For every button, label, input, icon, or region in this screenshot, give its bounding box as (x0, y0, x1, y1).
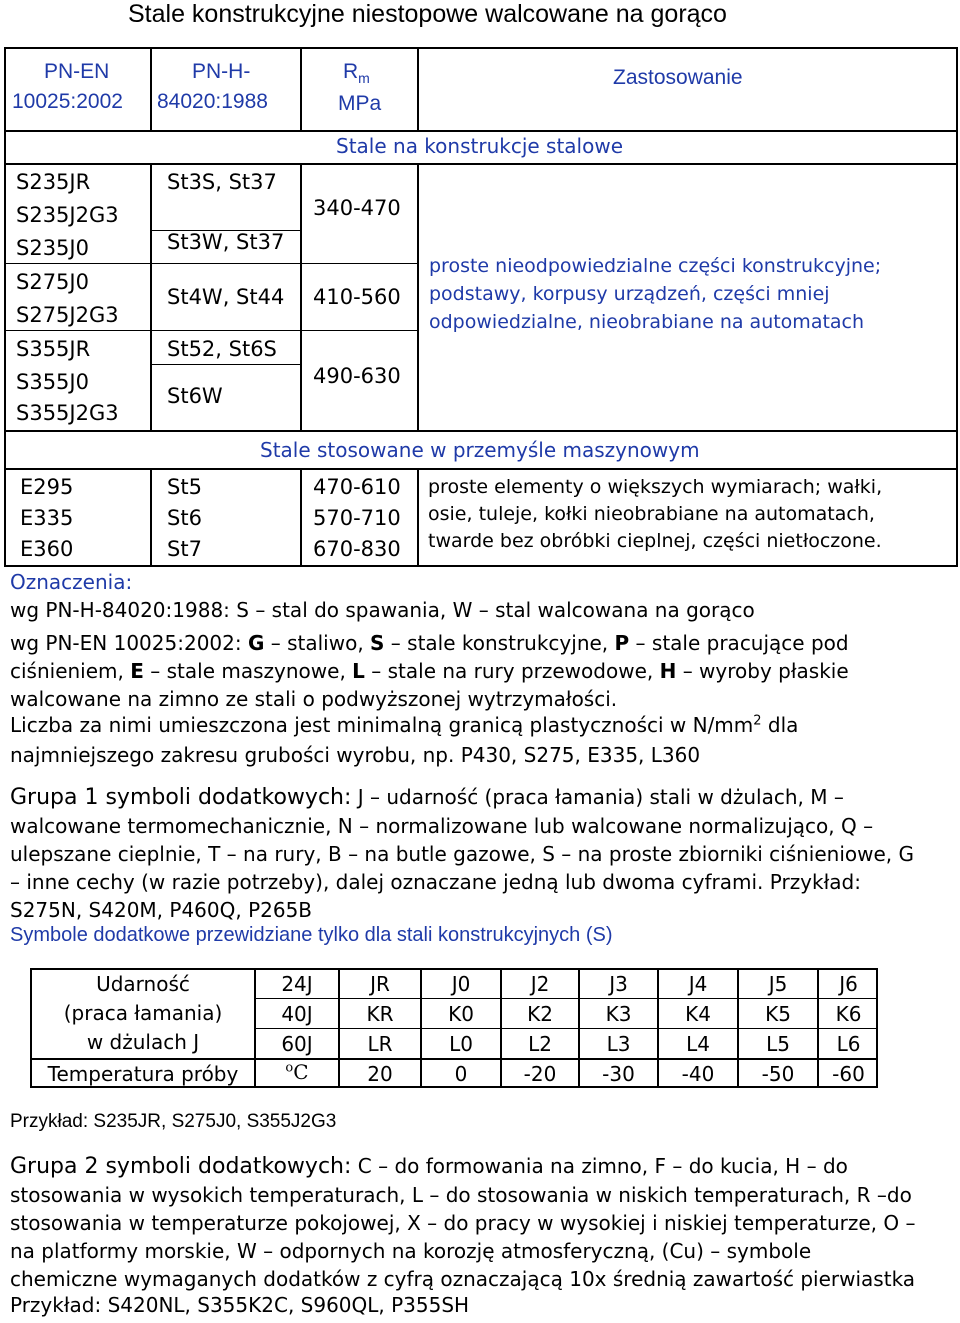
table-divider (4, 468, 958, 470)
rm-value: 410-560 (313, 285, 401, 309)
impact-code-cell: K4 (685, 1002, 711, 1026)
impact-code-cell: 24J (281, 972, 313, 996)
notes-heading: Oznaczenia: (10, 570, 133, 594)
grade-en: S355J2G3 (16, 401, 119, 425)
section1-title: Stale na konstrukcje stalowe (336, 134, 624, 158)
notes-line: walcowane na zimno ze stali o podwyższonej wytrzymałości. (10, 687, 618, 711)
table-bottom-border (4, 565, 958, 567)
impact-code-cell: L2 (528, 1032, 552, 1056)
grade-en: E335 (20, 506, 74, 530)
table-divider (4, 130, 958, 132)
impact-code-cell: K6 (835, 1002, 862, 1026)
table-divider (150, 468, 152, 566)
table-divider (300, 163, 302, 431)
grade-pnh: St3S, St37 (167, 170, 277, 194)
table-divider (4, 263, 418, 264)
impact-code-cell: LR (367, 1032, 393, 1056)
rm-value: 490-630 (313, 364, 401, 388)
impact-code-cell: L6 (836, 1032, 861, 1056)
grade-en: S235J2G3 (16, 203, 119, 227)
table-divider (417, 163, 419, 431)
use-text: odpowiedzialne, nieobrabiane na automatach (429, 311, 865, 333)
table-top-border (4, 47, 958, 49)
impact-code-cell: JR (370, 972, 390, 996)
rm-value: 670-830 (313, 537, 401, 561)
grade-en: E360 (20, 537, 74, 561)
temperature-unit: $^o$C (285, 1060, 309, 1084)
grade-pnh: St3W, St37 (167, 230, 285, 254)
page-title: Stale konstrukcyjne niestopowe walcowane na gorąco (128, 0, 727, 28)
header-pn-h-line1: PN-H- (192, 60, 251, 83)
group1-line: – inne cechy (w razie potrzeby), dalej oznaczane jedną lub dwoma cyframi. Przykład: (10, 870, 861, 894)
table-divider (256, 998, 878, 999)
table-divider (417, 47, 419, 131)
table-left-border (4, 47, 6, 567)
grade-en: E295 (20, 475, 74, 499)
impact-code-cell: 40J (281, 1002, 313, 1026)
table-divider (4, 430, 958, 432)
impact-code-cell: J3 (609, 972, 628, 996)
impact-code-cell: L4 (686, 1032, 710, 1056)
group2-line: stosowania w temperaturze pokojowej, X – do pracy w wysokiej i niskiej temperaturze, O – (10, 1211, 916, 1235)
table-divider (150, 163, 152, 431)
rm-value: 570-710 (313, 506, 401, 530)
temperature-value: -50 (761, 1062, 795, 1086)
use-text: proste elementy o większych wymiarach; wałki, (428, 476, 883, 498)
notes-line: wg PN-H-84020:1988: S – stal do spawania, W – stal walcowana na gorąco (10, 598, 755, 622)
impact-code-cell: K5 (765, 1002, 791, 1026)
header-pn-en-line1: PN-EN (44, 60, 110, 83)
grade-pnh: St6W (167, 384, 223, 408)
header-pn-h-line2: 84020:1988 (157, 90, 268, 113)
grade-en: S235JR (16, 170, 91, 194)
group1-note: Symbole dodatkowe przewidziane tylko dla stali konstrukcyjnych (S) (10, 924, 613, 946)
group1-line: Grupa 1 symboli dodatkowych: J – udarność (praca łamania) stali w dżulach, M – (10, 785, 844, 810)
example-line: Przykład: S235JR, S275J0, S355J2G3 (10, 1111, 337, 1132)
impact-code-cell: L5 (766, 1032, 790, 1056)
impact-code-cell: KR (366, 1002, 394, 1026)
group2-example: Przykład: S420NL, S355K2C, S960QL, P355SH (10, 1293, 470, 1317)
notes-line: ciśnieniem, E – stale maszynowe, L – stale na rury przewodowe, H – wyroby płaskie (10, 659, 849, 683)
use-text: proste nieodpowiedzialne części konstrukcyjne; (429, 255, 882, 277)
temperature-value: -40 (681, 1062, 715, 1086)
group1-line: S275N, S420M, P460Q, P265B (10, 898, 313, 922)
table-divider (300, 47, 302, 131)
impact-code-cell: 60J (281, 1032, 313, 1056)
group2-line: stosowania w wysokich temperaturach, L – do stosowania w niskich temperaturach, R –do (10, 1183, 912, 1207)
group1-line: ulepszane cieplnie, T – na rury, B – na butle gazowe, S – na proste zbiorniki ciśnieniowe, G (10, 842, 914, 866)
header-rm-unit: MPa (338, 92, 382, 115)
table-divider (300, 468, 302, 566)
grade-en: S355J0 (16, 370, 89, 394)
impact-code-cell: K0 (448, 1002, 474, 1026)
impact-code-cell: J0 (451, 972, 471, 996)
temperature-value: -60 (832, 1062, 865, 1086)
rm-value: 470-610 (313, 475, 401, 499)
use-text: osie, tuleje, kołki nieobrabiane na automatach, (428, 503, 875, 525)
grade-pnh: St52, St6S (167, 337, 277, 361)
table-divider (4, 163, 958, 165)
temperature-value: 20 (367, 1062, 393, 1086)
impact-label: w dżulach J (86, 1030, 200, 1054)
impact-code-cell: L3 (606, 1032, 631, 1056)
temperature-value: -20 (523, 1062, 557, 1086)
group2-line: Grupa 2 symboli dodatkowych: C – do formowania na zimno, F – do kucia, H – do (10, 1154, 848, 1179)
grade-en: S235J0 (16, 236, 89, 260)
impact-code-cell: K3 (605, 1002, 632, 1026)
table-divider (150, 364, 300, 365)
grade-en: S275J2G3 (16, 303, 119, 327)
use-text: podstawy, korpusy urządzeń, części mniej (429, 283, 830, 305)
header-rm: $R_m$ (343, 60, 370, 87)
rm-value: 340-470 (313, 196, 401, 220)
table-divider (417, 468, 419, 566)
table-divider (30, 1058, 878, 1060)
table-right-border (956, 47, 958, 567)
group1-line: walcowane termomechanicznie, N – normalizowane lub walcowane normalizująco, Q – (10, 814, 874, 838)
impact-code-cell: K2 (527, 1002, 553, 1026)
group2-line: chemiczne wymaganych dodatków z cyfrą oznaczającą 10x średnią zawartość pierwiastka (10, 1267, 916, 1291)
notes-line: najmniejszego zakresu grubości wyrobu, np. P430, S275, E335, L360 (10, 743, 701, 767)
grade-en: S355JR (16, 337, 91, 361)
temperature-value: 0 (454, 1062, 468, 1086)
grade-pnh: St4W, St44 (167, 285, 285, 309)
grade-en: S275J0 (16, 270, 89, 294)
group2-line: na platformy morskie, W – odpornych na korozję atmosferyczną, (Cu) – symbole (10, 1239, 812, 1263)
header-zastosowanie: Zastosowanie (613, 66, 743, 89)
impact-label: Udarność (96, 972, 190, 996)
impact-code-cell: J4 (688, 972, 708, 996)
impact-code-cell: J5 (768, 972, 788, 996)
use-text: twarde bez obróbki cieplnej, części nietłoczone. (428, 530, 882, 552)
impact-code-cell: L0 (449, 1032, 473, 1056)
grade-pnh: St6 (167, 506, 202, 530)
table-divider (150, 47, 152, 131)
table-divider (256, 1028, 878, 1029)
grade-pnh: St5 (167, 475, 202, 499)
notes-line: Liczba za nimi umieszczona jest minimalną granicą plastyczności w $N/mm^2$ dla (10, 713, 799, 737)
impact-label: (praca łamania) (63, 1001, 223, 1025)
section2-title: Stale stosowane w przemyśle maszynowym (260, 438, 700, 462)
notes-line: wg PN-EN 10025:2002: G – staliwo, S – stale konstrukcyjne, P – stale pracujące pod (10, 631, 849, 655)
grade-pnh: St7 (167, 537, 202, 561)
header-pn-en-line2: 10025:2002 (12, 90, 123, 113)
temperature-label: Temperatura próby (47, 1062, 239, 1086)
table-divider (4, 330, 418, 331)
impact-code-cell: J6 (839, 972, 858, 996)
temperature-value: -30 (602, 1062, 635, 1086)
impact-code-cell: J2 (530, 972, 550, 996)
